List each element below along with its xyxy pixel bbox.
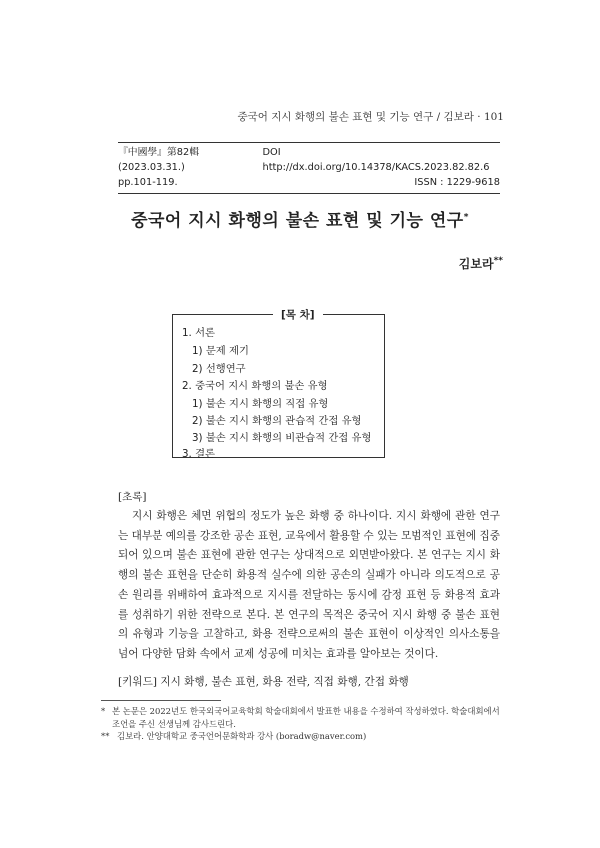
footnote-divider (101, 700, 221, 701)
footnote-mark: * (101, 706, 106, 716)
author-name: 김보라** (458, 256, 503, 271)
paper-title: 중국어 지시 화행의 불손 표현 및 기능 연구* (131, 211, 469, 231)
title-footnote-mark: * (463, 212, 469, 223)
journal-citation: 『中國學』第82輯 (2023.03.31.) (118, 147, 200, 173)
toc-item: 2) 선행연구 (192, 363, 246, 375)
toc-item: 3) 불손 지시 화행의 비관습적 간접 유형 (192, 432, 372, 444)
page-range: pp.101-119. (118, 177, 178, 188)
author-footnote-mark: ** (493, 256, 503, 266)
abstract-label: [초록] (118, 491, 147, 503)
footnote-mark: ** (101, 731, 110, 741)
doi-link[interactable]: DOI http://dx.doi.org/10.14378/KACS.2023.82.82.6 (262, 147, 490, 173)
publication-info-box (118, 142, 500, 194)
toc-item: 2. 중국어 지시 화행의 불손 유형 (182, 380, 328, 392)
toc-item: 1) 문제 제기 (192, 345, 249, 357)
abstract-body: 지시 화행은 체면 위협의 정도가 높은 화행 중 하나이다. 지시 화행에 관한 연구는 대부분 예의를 강조한 공손 표현, 교육에서 활용할 수 있는 모범적인 표현에 집중되어 있으며 불손 표현에 관한 연구는 상대적으로 외면받아왔다. 본 연구는 지시 화행의 불손 표현을 단순히 화용적 실수에 의한 공손의 실패가 아니라 의도적으로 공손 원리를 위배하여 효과적으로 지시를 전달하는 동시에 감정 표현 등 화용적 효과를 성취하기 위한 전략으로 본다. 본 연구의 목적은 중국어 지시 화행 중 불손 표현의 유형과 기능을 고찰하고, 화용 전략으로써의 불손 표현이 이상적인 의사소통을 넘어 다양한 담화 속에서 교제 성공에 미치는 효과를 알아보는 것이다. (118, 510, 500, 660)
table-of-contents (172, 314, 385, 458)
toc-item: 2) 불손 지시 화행의 관습적 간접 유형 (192, 415, 362, 427)
footnote-text: 본 논문은 2022년도 한국외국어교육학회 학술대회에서 발표한 내용을 수정하여 작성하였다. 학술대회에서 조언을 주신 선생님께 감사드린다. (112, 706, 500, 729)
running-header: 중국어 지시 화행의 불손 표현 및 기능 연구 / 김보라 · 101 (237, 111, 504, 123)
footnote-text: 김보라. 안양대학교 중국언어문화학과 강사 (boradw@naver.com) (117, 731, 367, 741)
issn: ISSN : 1229-9618 (414, 177, 500, 188)
toc-heading: [목 차] (273, 307, 323, 322)
keywords: [키워드] 지시 화행, 불손 표현, 화용 전략, 직접 화행, 간접 화행 (118, 676, 409, 688)
toc-item: 1. 서론 (182, 327, 215, 339)
toc-item: 1) 불손 지시 화행의 직접 유형 (192, 398, 329, 410)
toc-item: 3. 결론 (182, 448, 215, 460)
